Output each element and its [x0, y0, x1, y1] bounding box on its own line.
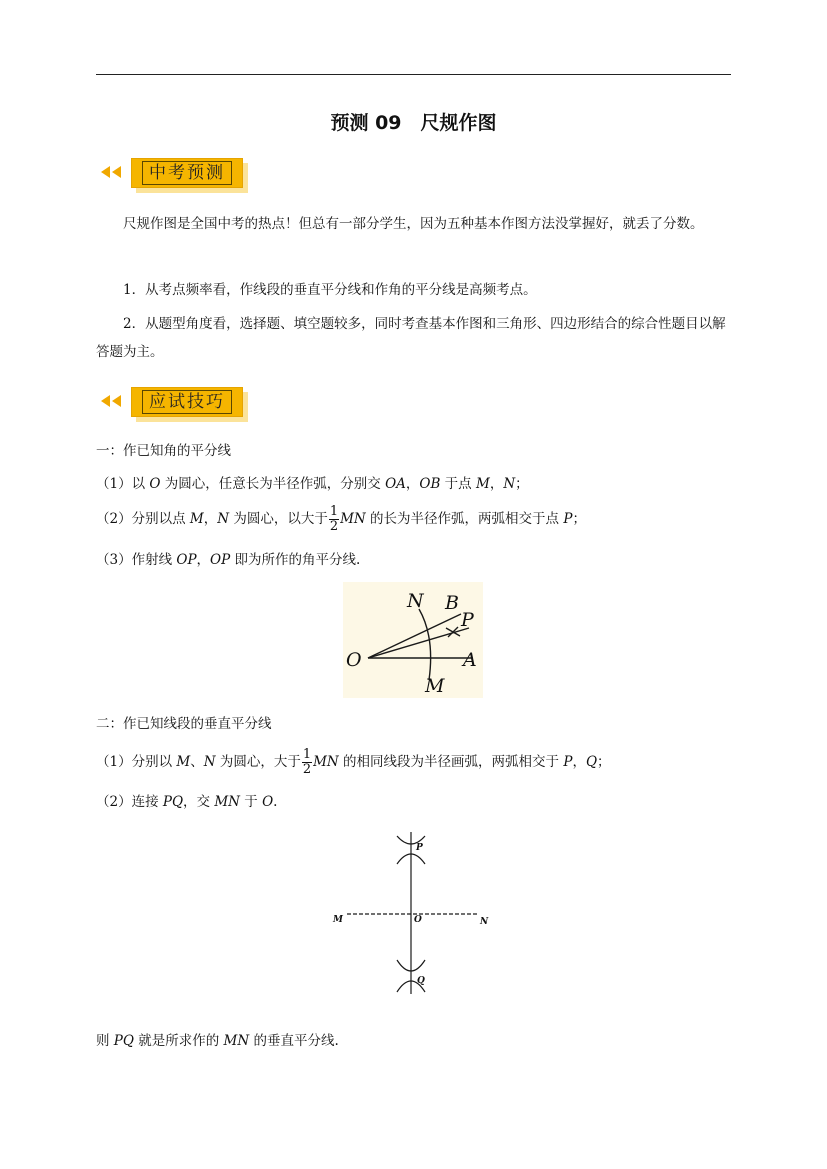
- label-n: N: [480, 917, 489, 927]
- ray-ob: [368, 614, 461, 658]
- part2-heading: 二：作已知线段的垂直平分线: [96, 716, 272, 732]
- header-rule: [96, 74, 731, 75]
- label-a: A: [463, 649, 477, 671]
- fraction-half: $\frac{1}{2}$: [302, 747, 312, 777]
- part2-step2: （2）连接 PQ，交 MN 于 O.: [96, 794, 278, 810]
- arrow-left-icon: [112, 166, 121, 178]
- label-b: B: [445, 592, 459, 614]
- double-arrow-left-icon: [101, 166, 110, 178]
- double-arrow-left-icon: [101, 395, 110, 407]
- point-2: 2．从题型角度看，选择题、填空题较多，同时考查基本作图和三角形、四边形结合的综合性题目以解答题为主。: [96, 316, 726, 360]
- part1-heading: 一：作已知角的平分线: [96, 443, 231, 459]
- intro-paragraph: 尺规作图是全国中考的热点！但总有一部分学生，因为五种基本作图方法没掌握好，就丢了分数。: [123, 216, 704, 232]
- page-title: 预测 09 尺规作图: [330, 112, 497, 134]
- part1-step3: （3）作射线 OP，OP 即为所作的角平分线.: [96, 552, 361, 568]
- point-1: 1．从考点频率看，作线段的垂直平分线和作角的平分线是高频考点。: [123, 282, 537, 298]
- section-tag: 应试技巧: [131, 387, 243, 417]
- part1-step2: （2）分别以点 M，N 为圆心，以大于 $\frac{1}{2}$ MN 的长为半径作弧，两弧相交于点 P；: [96, 504, 586, 534]
- angle-bisector-figure: [343, 582, 483, 698]
- label-o: O: [346, 649, 362, 671]
- label-o: O: [414, 915, 422, 925]
- section-banner-skills: [101, 387, 261, 417]
- label-m: M: [425, 675, 445, 697]
- label-q: Q: [417, 976, 425, 986]
- part1-step1: （1）以 O 为圆心，任意长为半径作弧，分别交 OA，OB 于点 M，N；: [96, 476, 529, 492]
- label-n: N: [407, 590, 424, 612]
- perpendicular-bisector-figure: [325, 830, 505, 998]
- arrow-left-icon: [112, 395, 121, 407]
- conclusion: 则 PQ 就是所求作的 MN 的垂直平分线.: [96, 1033, 339, 1049]
- arc-mn: [419, 609, 431, 680]
- label-m: M: [333, 915, 343, 925]
- fraction-half: $\frac{1}{2}$: [329, 504, 339, 534]
- part2-step1: （1）分别以 M、N 为圆心，大于 $\frac{1}{2}$ MN 的相同线段为半径画弧，两弧相交于 P，Q；: [96, 747, 611, 777]
- label-p: P: [461, 609, 474, 631]
- label-p: P: [416, 843, 423, 853]
- section-tag: 中考预测: [131, 158, 243, 188]
- section-banner-forecast: [101, 158, 261, 188]
